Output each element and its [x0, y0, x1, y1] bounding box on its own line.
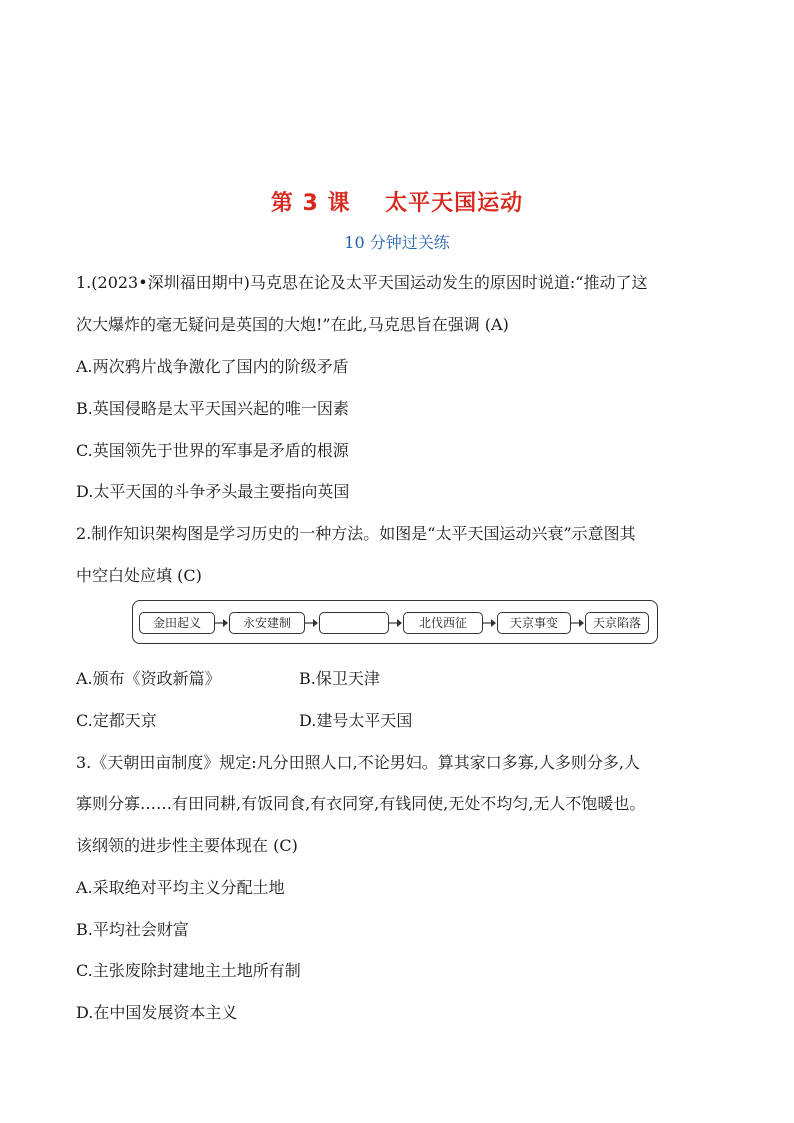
- arrow-right-icon: [571, 612, 585, 634]
- q2-option-d: D.建号太平天国: [299, 711, 413, 730]
- q2-option-c: C.定都天京: [76, 711, 157, 730]
- flow-step-5: 天京事变: [497, 612, 571, 634]
- q1-option-d: D.太平天国的斗争矛头最主要指向英国: [76, 482, 350, 501]
- flow-step-2: 永安建制: [229, 612, 305, 634]
- q3-option-b: B.平均社会财富: [76, 920, 189, 939]
- arrow-right-icon: [389, 612, 403, 634]
- flow-step-6: 天京陷落: [585, 612, 649, 634]
- lesson-title: 第 3 课 太平天国运动: [270, 191, 524, 216]
- flow-diagram: [132, 600, 658, 644]
- q1-option-b: B.英国侵略是太平天国兴起的唯一因素: [76, 399, 349, 418]
- q2-option-b: B.保卫天津: [299, 669, 380, 688]
- q3-stem-line1: 3.《天朝田亩制度》规定:凡分田照人口,不论男妇。算其家口多寡,人多则分多,人: [76, 753, 640, 772]
- q1-stem-line1: 1.(2023•深圳福田期中)马克思在论及太平天国运动发生的原因时说道:“推动了这: [76, 273, 648, 292]
- q3-option-c: C.主张废除封建地主土地所有制: [76, 961, 301, 980]
- arrow-right-icon: [305, 612, 319, 634]
- q2-option-a: A.颁布《资政新篇》: [76, 669, 221, 688]
- q1-option-a: A.两次鸦片战争激化了国内的阶级矛盾: [76, 357, 349, 376]
- lesson-subtitle: 10 分钟过关练: [344, 233, 450, 252]
- flow-step-4: 北伐西征: [403, 612, 483, 634]
- arrow-right-icon: [483, 612, 497, 634]
- flow-step-1: 金田起义: [139, 612, 215, 634]
- q2-stem-line2: 中空白处应填 (C): [76, 566, 202, 585]
- q1-option-c: C.英国领先于世界的军事是矛盾的根源: [76, 441, 349, 460]
- q3-stem-line2: 寡则分寡……有田同耕,有饭同食,有衣同穿,有钱同使,无处不均匀,无人不饱暖也。: [76, 794, 646, 813]
- q1-stem-line2: 次大爆炸的毫无疑问是英国的大炮!”在此,马克思旨在强调 (A): [76, 315, 509, 334]
- q3-stem-line3: 该纲领的进步性主要体现在 (C): [76, 836, 298, 855]
- q3-option-a: A.采取绝对平均主义分配土地: [76, 878, 285, 897]
- flow-step-blank: [319, 612, 389, 634]
- q3-option-d: D.在中国发展资本主义: [76, 1003, 238, 1022]
- q2-stem-line1: 2.制作知识架构图是学习历史的一种方法。如图是“太平天国运动兴衰”示意图其: [76, 524, 636, 543]
- arrow-right-icon: [215, 612, 229, 634]
